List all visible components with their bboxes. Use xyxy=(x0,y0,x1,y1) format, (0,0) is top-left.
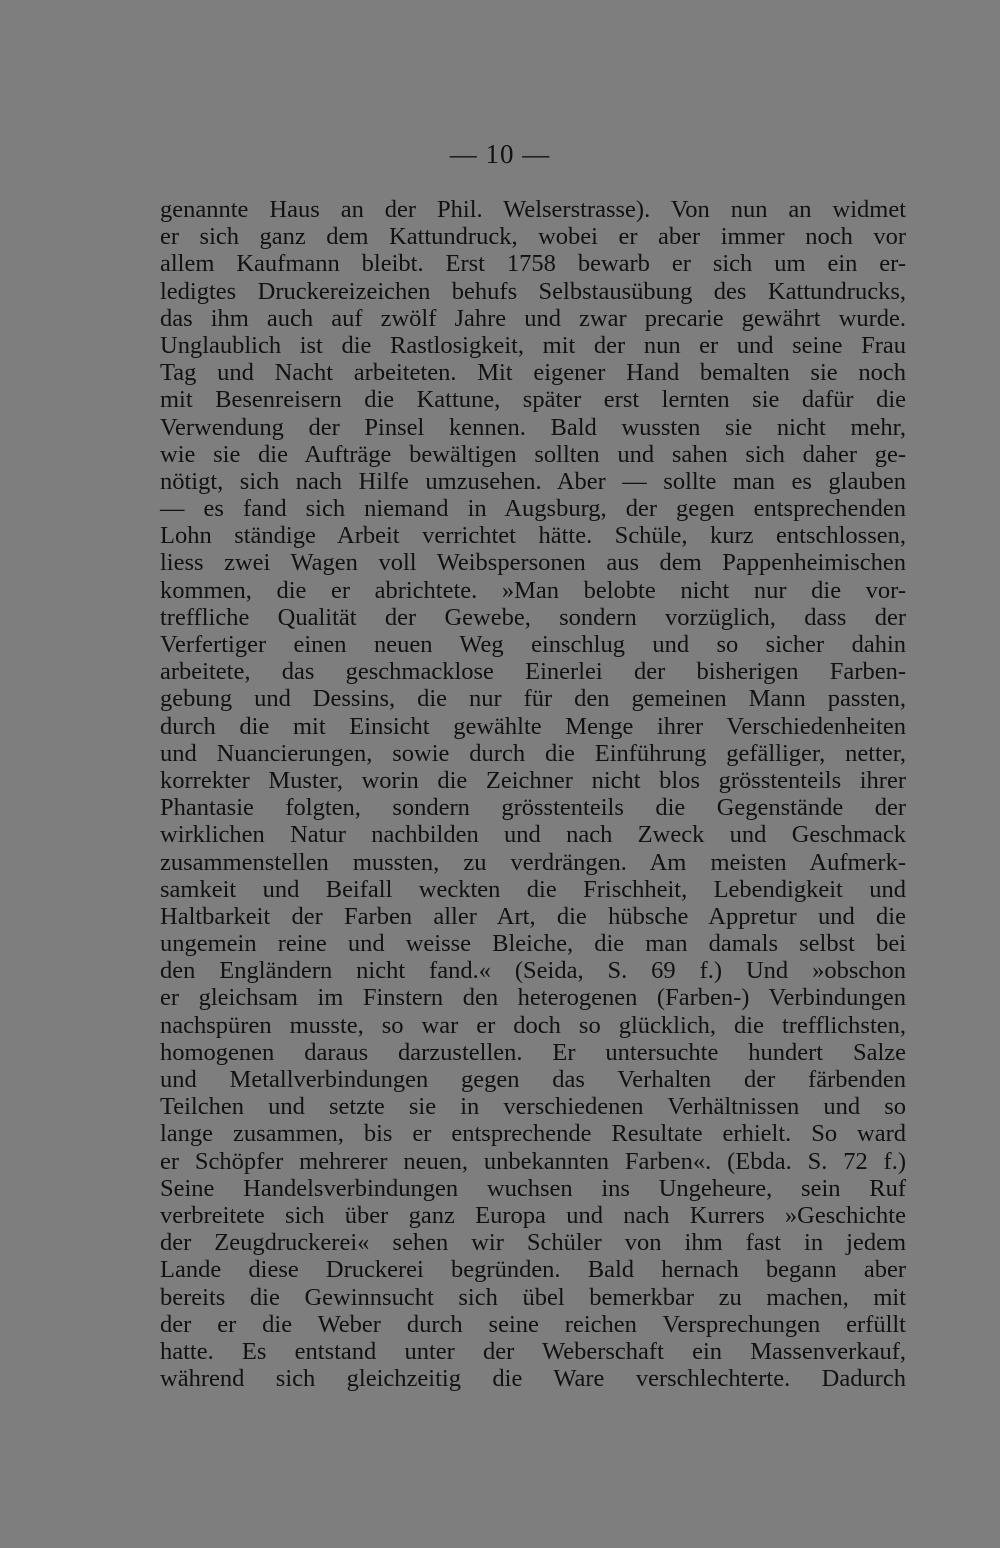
text-line: nötigt, sich nach Hilfe umzusehen. Aber — sollte man es glauben xyxy=(160,467,906,495)
text-line: er Schöpfer mehrerer neuen, unbekannten Farben«. (Ebda. S. 72 f.) xyxy=(160,1147,906,1175)
text-line: durch die mit Einsicht gewählte Menge ihrer Verschiedenheiten xyxy=(160,712,906,740)
text-line: nachspüren musste, so war er doch so glücklich, die trefflichsten, xyxy=(160,1011,906,1039)
text-line: den Engländern nicht fand.« (Seida, S. 69 f.) Und »obschon xyxy=(160,957,906,985)
text-line: genannte Haus an der Phil. Welserstrasse). Von nun an widmet xyxy=(160,196,906,223)
text-line: kommen, die er abrichtete. »Man belobte nicht nur die vor- xyxy=(160,576,906,604)
text-line: lange zusammen, bis er entsprechende Resultate erhielt. So ward xyxy=(160,1120,906,1148)
text-line: wie sie die Aufträge bewältigen sollten und sahen sich daher ge- xyxy=(160,440,906,468)
text-line: Verwendung der Pinsel kennen. Bald wussten sie nicht mehr, xyxy=(160,413,906,441)
text-line: Lohn ständige Arbeit verrichtet hätte. Schüle, kurz entschlossen, xyxy=(160,522,906,550)
text-line: ledigtes Druckereizeichen behufs Selbstausübung des Kattundrucks, xyxy=(160,277,906,305)
text-line: mit Besenreisern die Kattune, später erst lernten sie dafür die xyxy=(160,386,906,414)
text-line: Unglaublich ist die Rastlosigkeit, mit der nun er und seine Frau xyxy=(160,331,906,359)
text-line: ungemein reine und weisse Bleiche, die man damals selbst bei xyxy=(160,930,906,958)
text-line: allem Kaufmann bleibt. Erst 1758 bewarb er sich um ein er- xyxy=(160,250,906,278)
text-line: homogenen daraus darzustellen. Er untersuchte hundert Salze xyxy=(160,1038,906,1066)
text-line: der er die Weber durch seine reichen Versprechungen erfüllt xyxy=(160,1310,906,1338)
text-line: samkeit und Beifall weckten die Frischheit, Lebendigkeit und xyxy=(160,875,906,903)
text-line: das ihm auch auf zwölf Jahre und zwar precarie gewährt wurde. xyxy=(160,304,906,332)
text-line: Seine Handelsverbindungen wuchsen ins Ungeheure, sein Ruf xyxy=(160,1174,906,1202)
text-line: er sich ganz dem Kattundruck, wobei er aber immer noch vor xyxy=(160,223,906,251)
text-line: während sich gleichzeitig die Ware verschlechterte. Dadurch xyxy=(160,1365,906,1393)
text-line: zusammenstellen mussten, zu verdrängen. Am meisten Aufmerk- xyxy=(160,848,906,876)
text-line: wirklichen Natur nachbilden und nach Zweck und Geschmack xyxy=(160,821,906,849)
page-number: — 10 — xyxy=(449,139,551,169)
text-line: Tag und Nacht arbeiteten. Mit eigener Hand bemalten sie noch xyxy=(160,359,906,387)
text-line: Lande diese Druckerei begründen. Bald hernach begann aber xyxy=(160,1256,906,1284)
text-line: arbeitete, das geschmacklose Einerlei der bisherigen Farben- xyxy=(160,658,906,686)
text-line: Teilchen und setzte sie in verschiedenen Verhältnissen und so xyxy=(160,1093,906,1121)
text-line: treffliche Qualität der Gewebe, sondern vorzüglich, dass der xyxy=(160,603,906,631)
text-line: bereits die Gewinnsucht sich übel bemerkbar zu machen, mit xyxy=(160,1283,906,1311)
text-line: Phantasie folgten, sondern grösstenteils die Gegenstände der xyxy=(160,794,906,822)
body-text xyxy=(160,196,906,1392)
text-line: verbreitete sich über ganz Europa und nach Kurrers »Geschichte xyxy=(160,1201,906,1229)
text-line: hatte. Es entstand unter der Weberschaft ein Massenverkauf, xyxy=(160,1337,906,1365)
text-line: gebung und Dessins, die nur für den gemeinen Mann passten, xyxy=(160,685,906,713)
text-line: liess zwei Wagen voll Weibspersonen aus dem Pappenheimischen xyxy=(160,549,906,577)
text-line: Verfertiger einen neuen Weg einschlug und so sicher dahin xyxy=(160,631,906,658)
text-line: korrekter Muster, worin die Zeichner nicht blos grösstenteils ihrer xyxy=(160,766,906,794)
text-line: er gleichsam im Finstern den heterogenen (Farben-) Verbindungen xyxy=(160,984,906,1012)
text-line: Haltbarkeit der Farben aller Art, die hübsche Appretur und die xyxy=(160,902,906,930)
text-line: und Metallverbindungen gegen das Verhalten der färbenden xyxy=(160,1066,906,1093)
text-line: und Nuancierungen, sowie durch die Einführung gefälliger, netter, xyxy=(160,739,906,767)
text-line: — es fand sich niemand in Augsburg, der gegen entsprechenden xyxy=(160,495,906,523)
text-line: der Zeugdruckerei« sehen wir Schüler von ihm fast in jedem xyxy=(160,1229,906,1257)
